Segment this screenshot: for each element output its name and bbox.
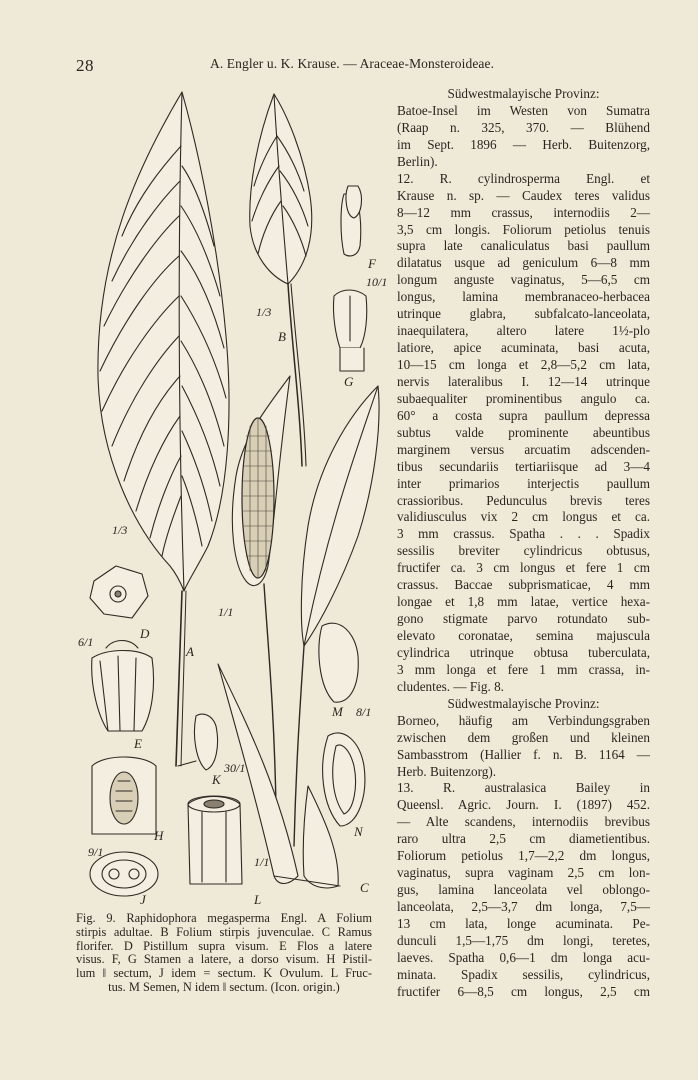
text-line: crassioribus. Pedunculus brevis teres [397,492,650,508]
seed-M-drawing [319,623,358,702]
running-head: A. Engler u. K. Krause. — Araceae-Monsteroideae. [210,56,495,71]
label-J: J [140,892,146,907]
text-line: validiusculus vix 2 cm longus et ca. [397,509,650,525]
text-line: (Raap n. 325, 370. — Blühend [397,119,650,135]
text-line: vaginatus, supra vaginam 2,5 cm lon- [397,865,650,881]
caption-line: stirpis adultae. B Folium stirpis juvenculae. C Ramus [76,924,372,939]
text-line: dilatatus usque ad geniculum 6—8 mm [397,255,650,271]
text-line: Borneo, häufig am Verbindungsgraben [397,712,650,728]
text-line: Berlin). [397,153,438,169]
text-line: elevato coronatae, semina majuscula [397,628,650,643]
ovule-K-drawing [178,714,218,770]
caption-line: lum ‖ sectum, J idem = sectum. K Ovulum. L Fruc- [76,966,372,981]
caption-line: visus. F, G Stamen a latere, a dorso visum. H Pistil- [76,952,372,967]
label-G: G [344,374,354,389]
caption-line: florifer. D Pistillum supra visum. E Flos a latere [76,938,372,953]
label-N: N [354,824,363,839]
text-line: crassus. Baccae subprismaticae, 4 mm [397,577,650,593]
scale-FG: 10/1 [366,275,388,289]
figure-caption [76,912,372,995]
text-line: fructifer ca. 3 cm longus et fere 1 cm [397,560,650,576]
text-line: 3,5 cm longis. Foliorum petiolus tenuis [397,221,650,237]
caption-line: tus. M Semen, N idem ‖ sectum. (Icon. origin.) [108,979,340,994]
text-line: laeves. Spatha 0,6—1 dm longa acu- [397,949,650,965]
label-H: H [154,828,164,843]
text-line: gono stigmate parvo rotundato sub- [397,611,650,627]
pistil-section-H-drawing [92,757,156,834]
text-line: subaequaliter prominentibus angulo ca. [397,390,650,406]
scale-HJ: 9/1 [88,845,104,859]
text-line: cludentes. — Fig. 8. [397,678,504,694]
text-line: nervis lateralibus I. 12—14 utrinque [397,373,650,389]
fruit-L-drawing [188,796,242,884]
pistil-D-drawing [90,566,148,618]
label-L: L [254,892,262,907]
label-E: E [134,736,142,751]
text-line: sessilis breviter cylindricus obtusus, [397,543,650,559]
region-heading: Südwestmalayische Provinz: [447,86,600,101]
text-line: longum anguste vaginatus, 5—6,5 cm [397,272,650,288]
scale-B: 1/3 [256,305,272,319]
text-line: inter primarios interjectis paullum [397,475,650,491]
scale-D: 6/1 [78,635,94,649]
text-line: marginem versus arcuatim adscenden- [397,441,650,457]
label-B: B [278,329,286,344]
text-line: Foliorum petiolus 1,7—2,2 dm longus, [397,848,650,864]
text-line: longae et 1,8 mm latae, vertice hexa- [397,594,650,610]
botanical-plate-figure [78,86,390,910]
text-line: minata. Spadix sessilis, cylindricus, [397,966,650,982]
text-line: tibus secundariis tertiariisque ad 3—4 [397,458,650,474]
text-line: latiore, apice acuminata, basi acuta, [397,340,650,356]
body-text-column [397,86,650,1001]
text-line: gus, lamina lanceolata vel oblongo- [397,882,650,898]
text-line: 8—12 mm crassus, internodiis 2— [397,204,650,220]
seed-section-N-drawing [323,733,365,826]
text-line: — Alte scandens, internodiis brevibus [397,814,650,830]
scale-A: 1/3 [112,523,128,537]
text-line: longus, lamina membranaceo-herbacea [397,289,650,305]
scale-M: 8/1 [356,705,372,719]
text-line: raro ultra 2,5 cm diametientibus. [397,831,650,847]
label-D: D [140,626,150,641]
text-line: 13 cm lata, longe acuminata. Pe- [397,915,650,931]
text-line: subtus valde prominente abeuntibus [397,424,650,440]
label-C: C [360,880,369,895]
label-A: A [186,644,194,659]
label-K: K [212,772,221,787]
text-line: supra late canaliculatus basi paullum [397,238,650,254]
scale-C: 1/1 [218,605,234,619]
text-line: cylindrica utrinque obtusa tuberculata, [397,644,650,660]
page-number: 28 [76,56,94,75]
stamen-F-drawing [341,186,361,256]
text-line: Herb. Buitenzorg). [397,763,497,779]
label-F: F [368,256,376,271]
text-line: Batoe-Insel im Westen von Sumatra [397,102,650,118]
text-line: Queensl. Agric. Journ. I. (1897) 452. [397,797,650,813]
text-line: fructifer 6—8,5 cm longus, 2,5 cm [397,983,650,999]
text-line: Sambasstrom (Hallier f. n. B. 1164 — [397,746,650,762]
scale-K: 30/1 [224,761,246,775]
plate-illustration [78,86,390,910]
text-line: 3 mm crassus. Spatha . . . Spadix [397,526,650,542]
species-heading: 13. R. australasica Bailey in [397,780,650,796]
text-line: dunculi 1,5—1,75 dm longi, teretes, [397,932,650,948]
text-line: im Sept. 1896 — Herb. Buitenzorg, [397,136,650,152]
species-heading: 12. R. cylindrosperma Engl. et [397,170,650,186]
text-line: inaequilatera, altero latere 1½-plo [397,323,650,339]
text-line: Krause n. sp. — Caudex teres validus [397,187,650,203]
flower-E-drawing [92,641,154,732]
scale-L: 1/1 [254,855,270,869]
text-line: 3 mm longa et fere 1 mm crassa, in- [397,661,650,677]
text-line: utrinque glabra, subfalcato-lanceolata, [397,306,650,322]
text-line: zwischen dem großen und kleinen [397,729,650,745]
text-line: 60° a costa supra paullum depressa [397,407,650,423]
region-heading: Südwestmalayische Provinz: [447,695,600,711]
text-line: 10—15 cm longa et 2,8—5,2 cm lata, [397,357,650,372]
text-line: lanceolata, 2,5—3,7 dm longa, 7,5— [397,899,650,914]
label-M: M [332,704,343,719]
caption-line: Fig. 9. Raphidophora megasperma Engl. A Folium [76,911,372,925]
stamen-G-drawing [333,290,366,371]
